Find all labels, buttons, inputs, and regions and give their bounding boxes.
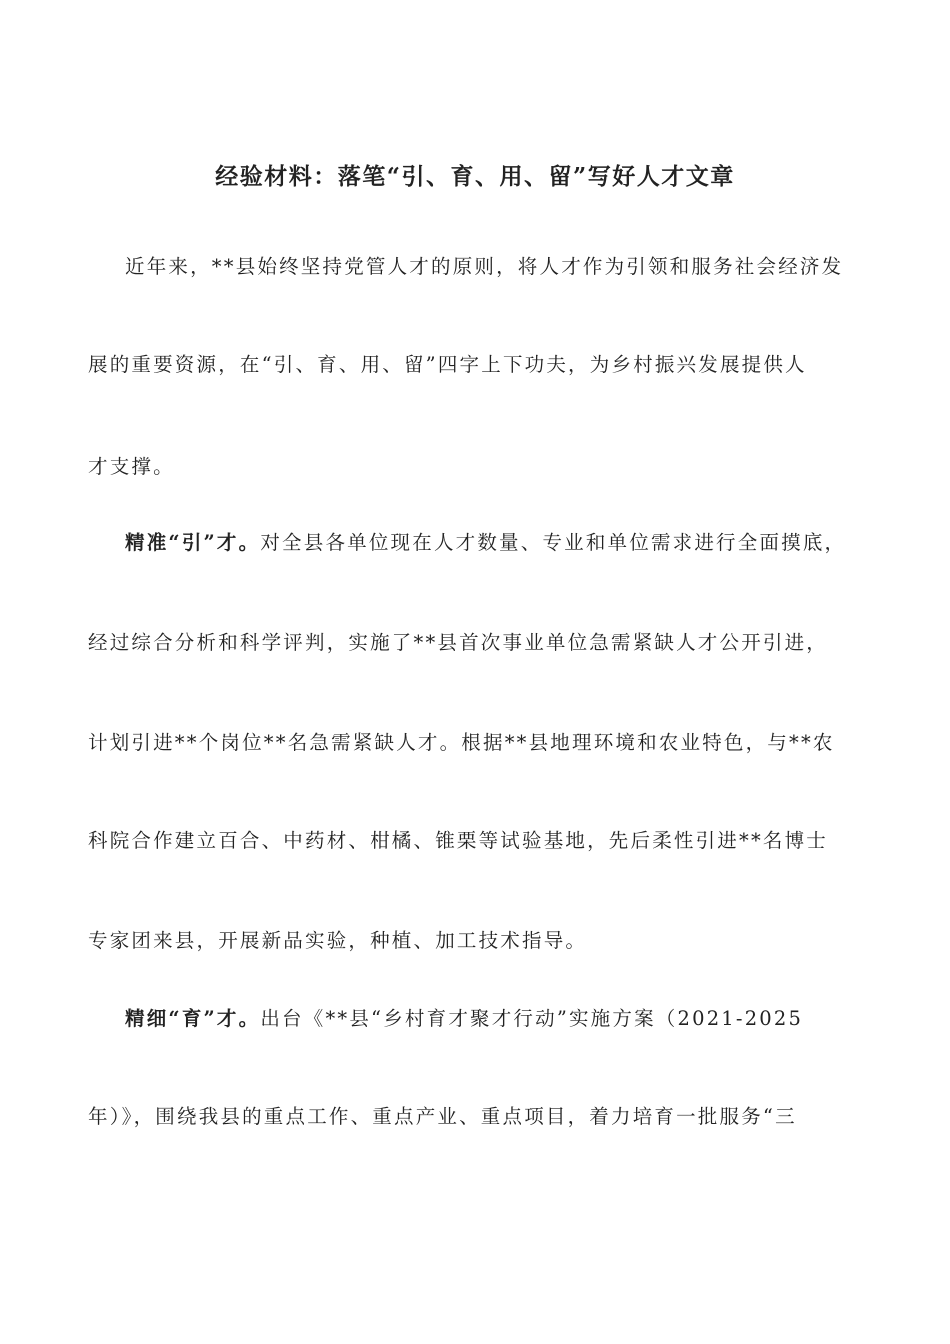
section2-first-line: [125, 1004, 885, 1034]
section1-first-line: [125, 528, 885, 558]
section1-heading: 精准“引”才。: [125, 531, 261, 554]
section2-line-2: 年）》，围绕我县的重点工作、重点产业、重点项目，着力培育一批服务“三: [88, 1105, 797, 1128]
intro-line-1: 近年来，**县始终坚持党管人才的原则，将人才作为引领和服务社会经济发: [125, 255, 844, 278]
section2-heading: 精细“育”才。: [125, 1007, 261, 1030]
section1-line-5: 专家团来县，开展新品实验，种植、加工技术指导。: [88, 929, 588, 952]
intro-line-2: 展的重要资源，在“引、育、用、留”四字上下功夫，为乡村振兴发展提供人: [88, 353, 807, 376]
section1-line-2: 经过综合分析和科学评判，实施了**县首次事业单位急需紧缺人才公开引进，: [88, 631, 829, 654]
intro-line-3: 才支撑。: [88, 455, 175, 478]
section1-line-4: 科院合作建立百合、中药材、柑橘、锥栗等试验基地，先后柔性引进**名博士: [88, 829, 829, 852]
section1-line-3: 计划引进**个岗位**名急需紧缺人才。根据**县地理环境和农业特色，与**农: [88, 731, 835, 754]
section1-first-line-text: 对全县各单位现在人才数量、专业和单位需求进行全面摸底，: [260, 531, 847, 554]
document-title: 经验材料：落笔“引、育、用、留”写好人才文章: [215, 163, 735, 190]
section2-first-line-text: 出台《**县“乡村育才聚才行动”实施方案（2021-2025: [260, 1007, 804, 1030]
